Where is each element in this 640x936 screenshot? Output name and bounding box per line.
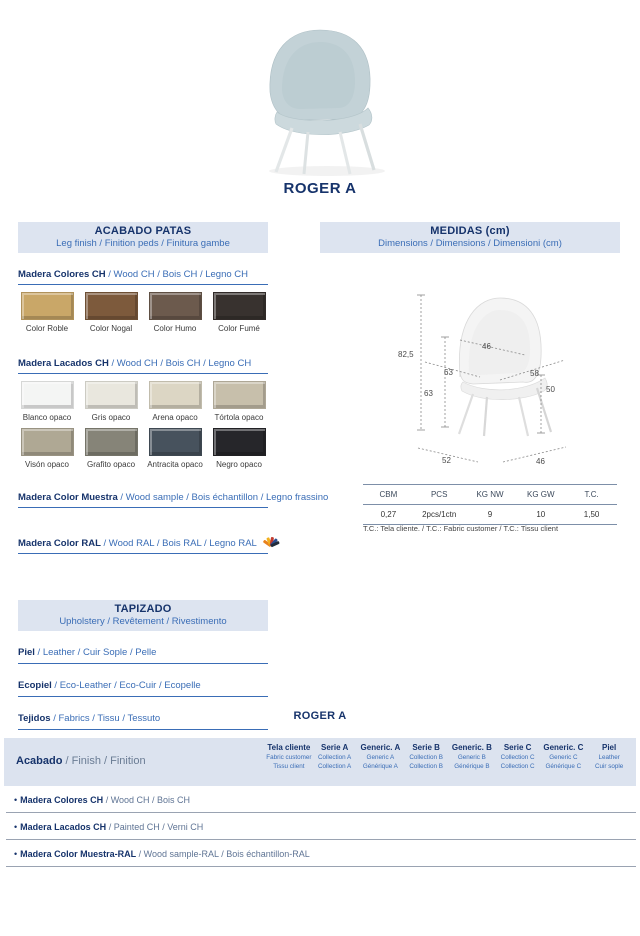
lacquered-swatches-row2 (18, 428, 268, 469)
dim-seat-depth: 63 (444, 368, 453, 377)
spec-value: 10 (536, 510, 546, 519)
dim-arm-height: 63 (424, 389, 433, 398)
swatch-item: Blanco opaco (18, 381, 76, 422)
swatch-item: Negro opaco (210, 428, 268, 469)
wood-ral-heading: Madera Color RAL / Wood RAL / Bois RAL / Legno RAL (18, 536, 268, 554)
swatch-item: Gris opaco (82, 381, 140, 422)
wood-color-swatches (18, 292, 268, 333)
spec-value-row (363, 505, 617, 524)
swatch-item: Arena opaco (146, 381, 204, 422)
column-serie-c: Serie C Collection C Collection C (500, 743, 535, 770)
swatch-item: Color Nogal (82, 292, 140, 333)
medidas-header (320, 222, 620, 253)
section-subtitle: Leg finish / Finition peds / Finitura gambe (56, 238, 230, 249)
lacquer-swatch (21, 381, 74, 409)
swatch-item: Grafito opaco (82, 428, 140, 469)
column-generic-b: Generic. B Generic B Générique B (451, 743, 492, 770)
upholstery-item-fabrics: Tejidos / Fabrics / Tissu / Tessuto (18, 713, 268, 730)
wood-swatch (149, 292, 202, 320)
lacquer-swatch (149, 381, 202, 409)
wood-swatch (21, 292, 74, 320)
right-column (320, 222, 620, 562)
column-piel: Piel Leather Cuir sople (594, 743, 624, 770)
finish-row-painted: • Madera Lacados CH / Painted CH / Verni CH (6, 813, 636, 840)
spec-header: PCS (430, 490, 448, 499)
swatch-item: Tórtola opaco (210, 381, 268, 422)
dimension-diagram (395, 282, 610, 477)
finish-row-sample-ral: • Madera Color Muestra-RAL / Wood sample-RAL / Bois échantillon-RAL (6, 840, 636, 867)
spec-value: 1,50 (583, 510, 600, 519)
swatch-item: Color Roble (18, 292, 76, 333)
lacquer-swatch (85, 381, 138, 409)
ral-color-fan-icon (262, 536, 280, 548)
swatch-item: Visón opaco (18, 428, 76, 469)
column-serie-a: Serie A Collection A Collection A (317, 743, 352, 770)
column-generic-c: Generic. C Generic C Générique C (543, 743, 584, 770)
section-title: ACABADO PATAS (94, 225, 192, 237)
wood-sample-heading: Madera Color Muestra / Wood sample / Bois échantillon / Legno frassino (18, 492, 268, 508)
acabado-patas-header (18, 222, 268, 253)
column-tela-cliente: Tela cliente Fabric customer Tissu client (266, 743, 312, 770)
spec-header-row (363, 485, 617, 505)
spec-header: KG GW (527, 490, 555, 499)
dim-base-width: 46 (536, 457, 545, 466)
bottom-title: ROGER A (293, 710, 347, 722)
chair-photo (232, 20, 412, 178)
dim-total-height: 82,5 (398, 350, 414, 359)
section-title: MEDIDAS (cm) (430, 225, 510, 237)
page-title: ROGER A (283, 180, 357, 197)
spec-header: T.C. (584, 490, 599, 499)
finish-table-header (4, 738, 636, 786)
section-subtitle: Dimensions / Dimensions / Dimensioni (cm) (378, 238, 562, 249)
section-title: TAPIZADO (114, 603, 172, 615)
swatch-item: Color Fumé (210, 292, 268, 333)
spec-value: 0,27 (380, 510, 397, 519)
dim-seat-height: 50 (546, 385, 555, 394)
column-generic-a: Generic. A Generic A Générique A (360, 743, 401, 770)
wood-swatch (85, 292, 138, 320)
spec-header: CBM (379, 490, 398, 499)
column-serie-b: Serie B Collection B Collection B (409, 743, 443, 770)
lacquer-swatch (85, 428, 138, 456)
swatch-item: Antracita opaco (146, 428, 204, 469)
spec-value: 2pcs/1ctn (422, 510, 457, 519)
spec-footnote: T.C.: Tela cliente. / T.C.: Fabric customer / T.C.: Tissu client (363, 524, 559, 533)
upholstery-item-ecoleather: Ecopiel / Eco-Leather / Eco-Cuir / Ecopelle (18, 680, 268, 697)
lacquer-swatch (213, 381, 266, 409)
lacquer-swatch (149, 428, 202, 456)
dim-seat-width: 58 (530, 369, 539, 378)
wood-swatch (213, 292, 266, 320)
lacquer-swatch (21, 428, 74, 456)
finish-row-header: Acabado / Finish / Finition (16, 755, 146, 767)
lacquered-swatches-row1 (18, 381, 268, 422)
upholstery-item-leather: Piel / Leather / Cuir Sople / Pelle (18, 647, 268, 664)
finish-row-wood-colors: • Madera Colores CH / Wood CH / Bois CH (6, 786, 636, 813)
packing-spec-table (363, 484, 617, 525)
wood-colors-heading: Madera Colores CH / Wood CH / Bois CH / Legno CH (18, 269, 268, 285)
finish-rows (6, 786, 636, 867)
section-subtitle: Upholstery / Revêtement / Rivestimento (59, 616, 227, 627)
lacquered-heading: Madera Lacados CH / Wood CH / Bois CH / Legno CH (18, 358, 268, 374)
dim-base-depth: 52 (442, 456, 451, 465)
dim-top-width: 46 (482, 342, 491, 351)
spec-value: 9 (487, 510, 493, 519)
swatch-item: Color Humo (146, 292, 204, 333)
tapizado-header (18, 600, 268, 631)
spec-header: KG NW (476, 490, 504, 499)
finish-columns (266, 743, 632, 770)
lacquer-swatch (213, 428, 266, 456)
